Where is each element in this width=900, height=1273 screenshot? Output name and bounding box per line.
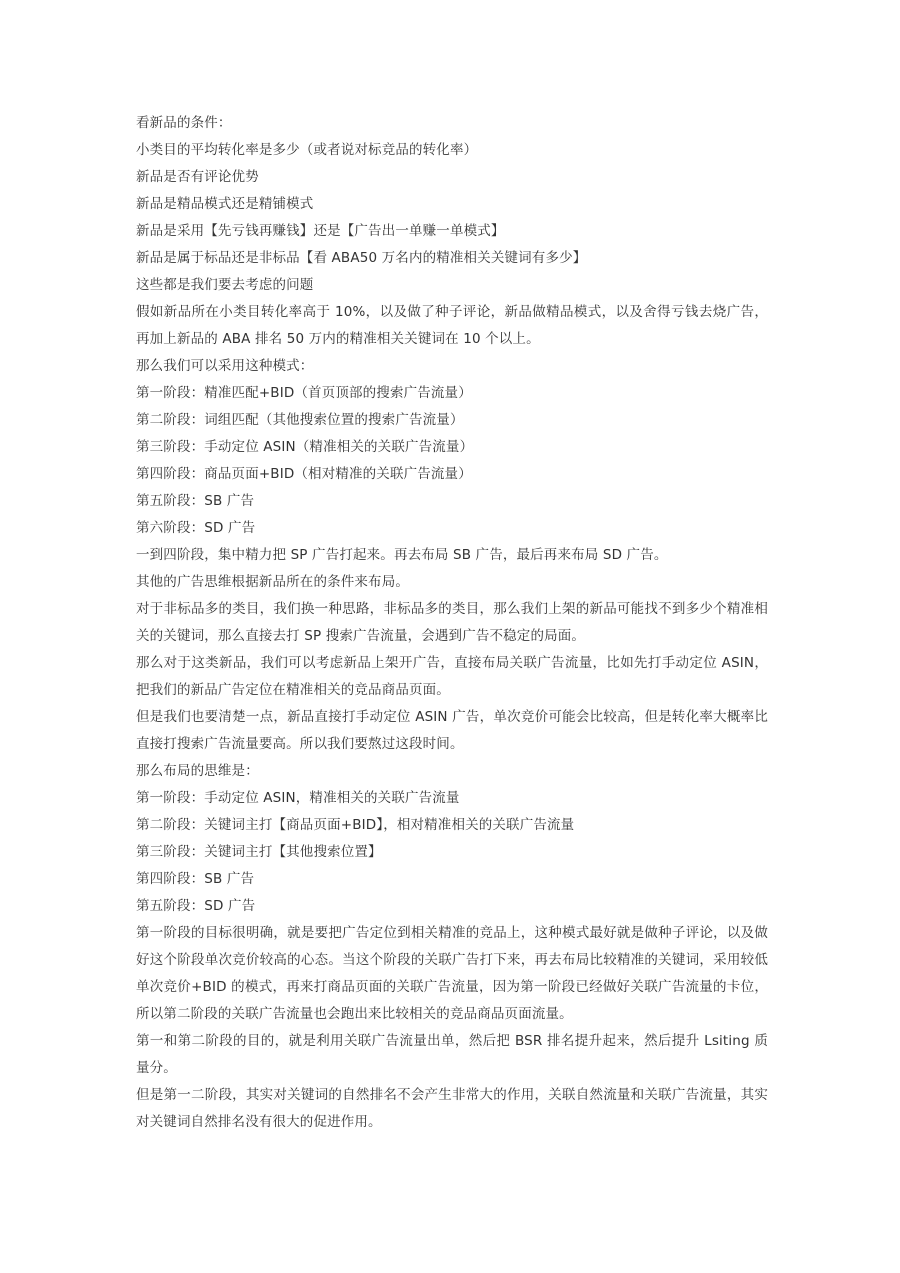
paragraph: 第四阶段：SB 广告 bbox=[136, 871, 255, 887]
paragraph: 第三阶段：关键词主打【其他搜索位置】 bbox=[136, 844, 382, 860]
paragraph: 新品是采用【先亏钱再赚钱】还是【广告出一单赚一单模式】 bbox=[136, 223, 505, 239]
paragraph: 第三阶段：手动定位 ASIN（精准相关的关联广告流量） bbox=[136, 439, 474, 455]
paragraph: 第六阶段：SD 广告 bbox=[136, 520, 256, 536]
paragraph: 第五阶段：SD 广告 bbox=[136, 898, 256, 914]
paragraph: 新品是属于标品还是非标品【看 ABA50 万名内的精准相关关键词有多少】 bbox=[136, 250, 587, 266]
paragraph: 第一阶段的目标很明确，就是要把广告定位到相关精准的竞品上，这种模式最好就是做种子评论，以及做好这个阶段单次竞价较高的心态。当这个阶段的关联广告打下来，再去布局比较精准的关键词，采用较低单次竞价+BID 的模式，再来打商品页面的关联广告流量，因为第一阶段已经做好关联广告流量的卡位，所以第二阶段的关联广告流量也会跑出来比较相关的竞品商品页面流量。 bbox=[136, 925, 768, 1022]
paragraph: 那么布局的思维是： bbox=[136, 763, 259, 779]
document-body bbox=[136, 110, 768, 1136]
paragraph: 一到四阶段，集中精力把 SP 广告打起来。再去布局 SB 广告，最后再来布局 SD 广告。 bbox=[136, 547, 668, 563]
paragraph: 那么对于这类新品，我们可以考虑新品上架开广告，直接布局关联广告流量，比如先打手动定位 ASIN，把我们的新品广告定位在精准相关的竞品商品页面。 bbox=[136, 655, 768, 698]
paragraph: 那么我们可以采用这种模式： bbox=[136, 358, 314, 374]
paragraph: 新品是精品模式还是精铺模式 bbox=[136, 196, 314, 212]
paragraph: 第四阶段：商品页面+BID（相对精准的关联广告流量） bbox=[136, 466, 472, 482]
paragraph: 新品是否有评论优势 bbox=[136, 169, 259, 185]
paragraph: 第五阶段：SB 广告 bbox=[136, 493, 255, 509]
paragraph: 假如新品所在小类目转化率高于 10%，以及做了种子评论，新品做精品模式，以及舍得亏钱去烧广告，再加上新品的 ABA 排名 50 万内的精准相关关键词在 10 个以上。 bbox=[136, 304, 768, 347]
paragraph: 小类目的平均转化率是多少（或者说对标竞品的转化率） bbox=[136, 142, 478, 158]
paragraph: 第一和第二阶段的目的，就是利用关联广告流量出单，然后把 BSR 排名提升起来，然后提升 Lsiting 质量分。 bbox=[136, 1033, 768, 1076]
paragraph: 第二阶段：词组匹配（其他搜索位置的搜索广告流量） bbox=[136, 412, 464, 428]
paragraph: 其他的广告思维根据新品所在的条件来布局。 bbox=[136, 574, 409, 590]
paragraph: 这些都是我们要去考虑的问题 bbox=[136, 277, 314, 293]
paragraph: 看新品的条件： bbox=[136, 115, 232, 131]
paragraph: 第二阶段：关键词主打【商品页面+BID】，相对精准相关的关联广告流量 bbox=[136, 817, 575, 833]
paragraph: 对于非标品多的类目，我们换一种思路，非标品多的类目，那么我们上架的新品可能找不到多少个精准相关的关键词，那么直接去打 SP 搜索广告流量，会遇到广告不稳定的局面。 bbox=[136, 601, 768, 644]
paragraph: 但是第一二阶段，其实对关键词的自然排名不会产生非常大的作用，关联自然流量和关联广告流量，其实对关键词自然排名没有很大的促进作用。 bbox=[136, 1087, 768, 1130]
paragraph: 但是我们也要清楚一点，新品直接打手动定位 ASIN 广告，单次竞价可能会比较高，但是转化率大概率比直接打搜索广告流量要高。所以我们要熬过这段时间。 bbox=[136, 709, 768, 752]
paragraph: 第一阶段：手动定位 ASIN，精准相关的关联广告流量 bbox=[136, 790, 460, 806]
paragraph: 第一阶段：精准匹配+BID（首页顶部的搜索广告流量） bbox=[136, 385, 472, 401]
